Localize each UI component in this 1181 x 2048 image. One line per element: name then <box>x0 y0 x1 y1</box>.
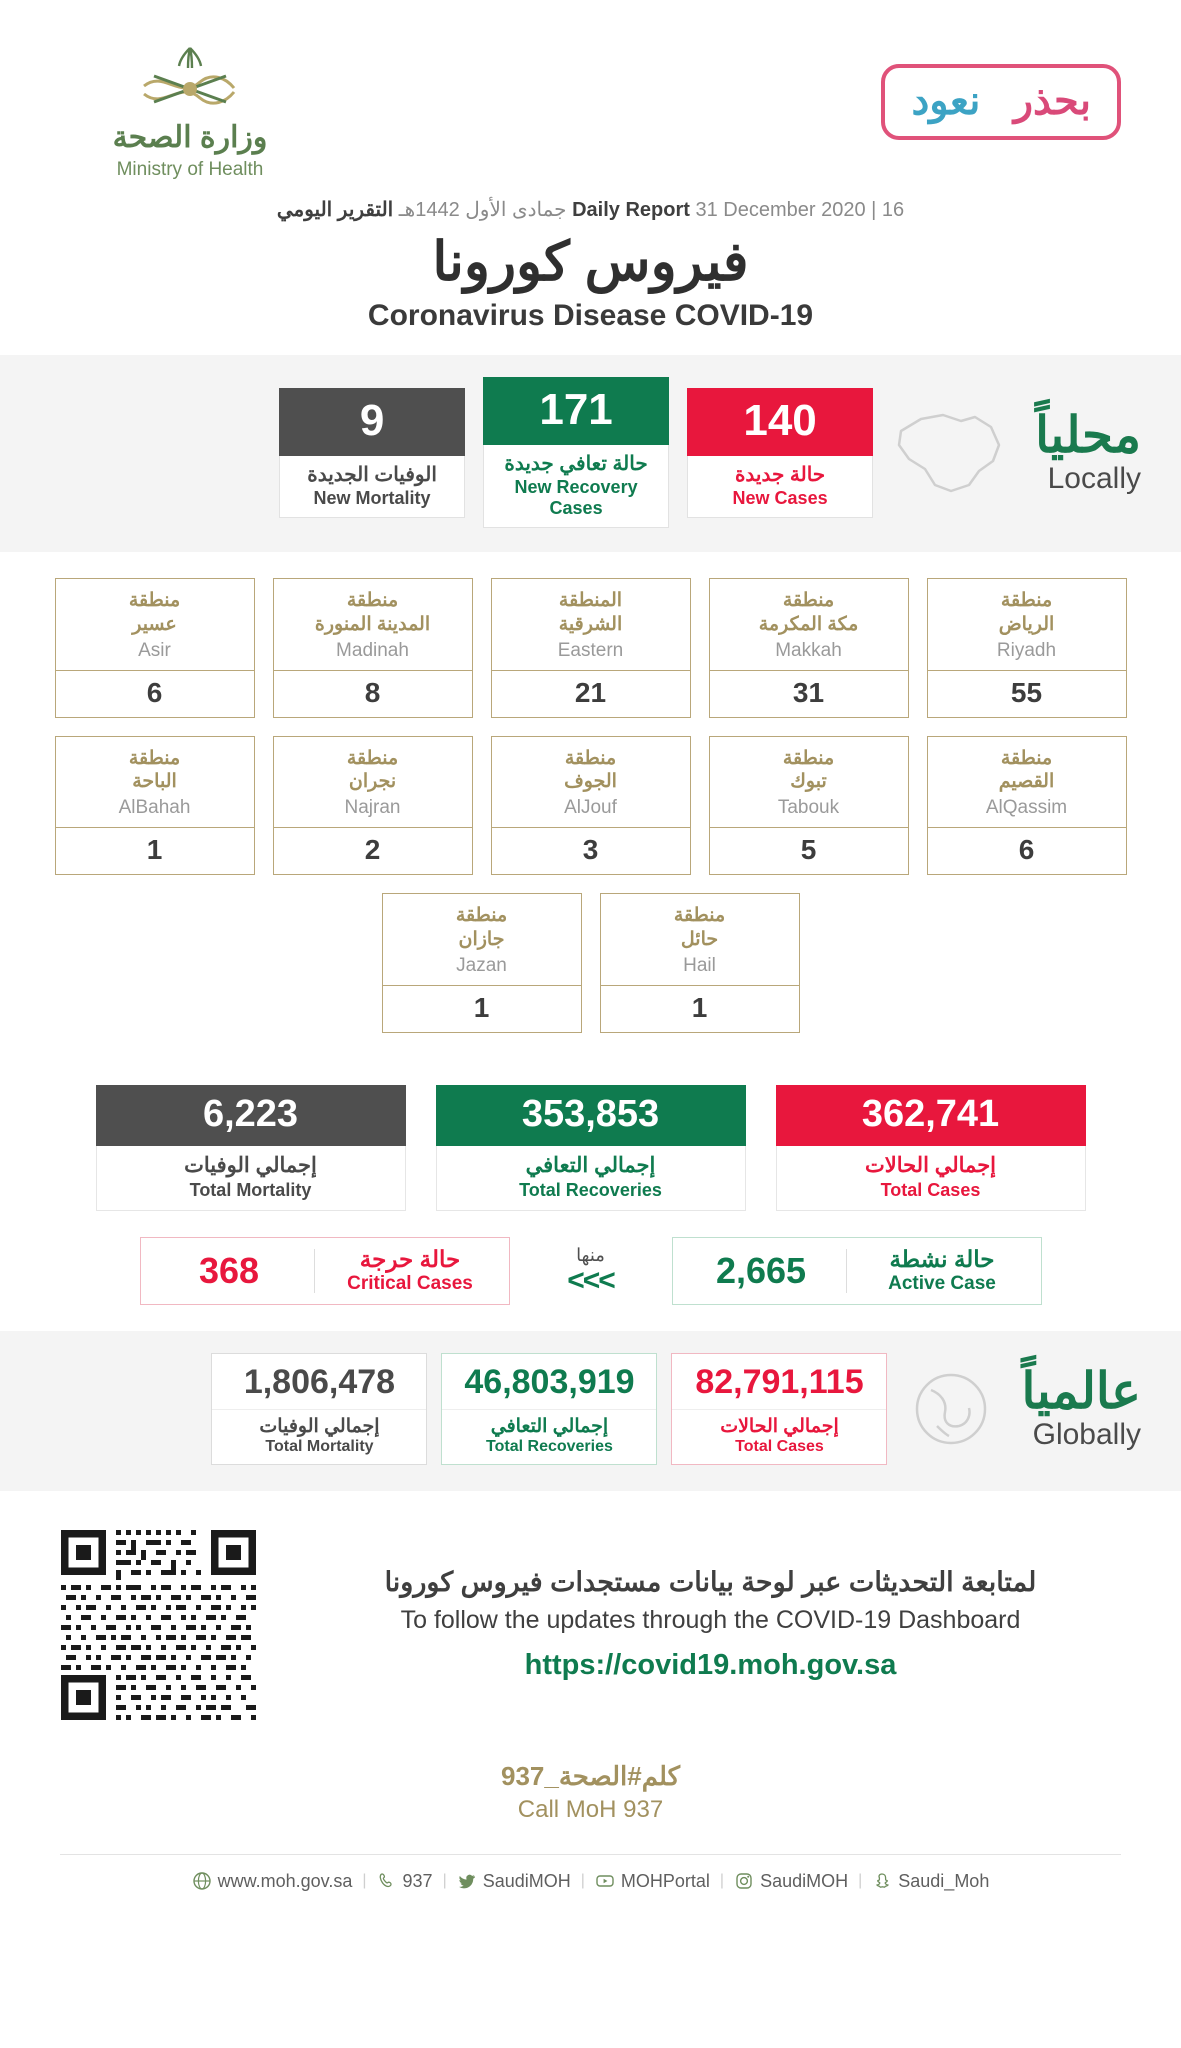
footer-snapchat-label: Saudi_Moh <box>898 1870 990 1891</box>
region-ar-name: الجوف <box>564 771 617 793</box>
region-ar-name: المدينة المنورة <box>314 613 431 635</box>
critical-cases-label-ar: حالة حرجة <box>359 1246 461 1272</box>
moh-logo-english: Ministry of Health <box>116 159 264 180</box>
global-total-mortality-value: 1,806,478 <box>243 1362 396 1401</box>
region-card <box>600 893 800 1033</box>
region-ar-prefix: منطقة <box>128 590 181 611</box>
new-mortality-card <box>279 388 465 518</box>
region-ar-prefix: منطقة <box>455 905 508 926</box>
total-mortality-card <box>96 1085 406 1211</box>
footer-divider: | <box>580 1872 585 1889</box>
report-date-line <box>0 191 1181 224</box>
region-card <box>927 736 1127 876</box>
region-card <box>491 736 691 876</box>
left-arrows-icon: <<< <box>567 1264 614 1297</box>
new-mortality-value: 9 <box>279 388 465 456</box>
region-value: 1 <box>601 985 799 1032</box>
region-card <box>55 736 255 876</box>
of-which-label-ar: منها <box>576 1245 605 1265</box>
region-ar-name: مكة المكرمة <box>758 613 859 635</box>
regions-grid <box>0 552 1181 1059</box>
region-ar-prefix: منطقة <box>1000 747 1053 769</box>
regions-row-2 <box>40 736 1141 876</box>
saudi-arabia-map-icon <box>891 405 1011 501</box>
local-totals-row <box>0 1059 1181 1221</box>
region-en-name: AlBahah <box>118 797 191 818</box>
page-header <box>0 0 1181 191</box>
new-recovery-label-en: New Recovery Cases <box>514 477 638 518</box>
global-total-recoveries-label-en: Total Recoveries <box>486 1437 613 1455</box>
region-en-name: Jazan <box>456 954 507 976</box>
global-total-recoveries-card <box>441 1353 657 1465</box>
region-ar-prefix: منطقة <box>128 747 181 769</box>
region-en-name: Tabouk <box>777 797 840 818</box>
instagram-icon <box>734 1871 754 1891</box>
region-en-name: Eastern <box>557 639 624 661</box>
region-value: 5 <box>710 827 908 874</box>
locally-heading-ar: محلياً <box>1035 406 1141 463</box>
footer-divider: | <box>858 1872 863 1889</box>
global-total-cases-label-en: Total Cases <box>735 1437 824 1455</box>
campaign-word-2: بحذر <box>1013 79 1091 123</box>
footer-divider: | <box>719 1872 725 1889</box>
region-value: 8 <box>274 670 472 717</box>
global-total-mortality-label-ar: إجمالي الوفيات <box>259 1415 380 1437</box>
of-which-indicator <box>536 1245 646 1296</box>
total-mortality-label-en: Total Mortality <box>189 1179 312 1200</box>
global-total-recoveries-label-ar: إجمالي التعافي <box>490 1415 609 1437</box>
new-mortality-label-en: New Mortality <box>313 487 431 508</box>
campaign-word-1: نعود <box>911 79 981 123</box>
footer-twitter[interactable] <box>457 1871 571 1892</box>
critical-active-row <box>0 1221 1181 1331</box>
critical-cases-value: 368 <box>198 1249 260 1291</box>
region-en-name: Madinah <box>336 639 409 661</box>
moh-logo-arabic: وزارة الصحة <box>112 121 268 154</box>
footer-website[interactable] <box>192 1871 353 1892</box>
global-total-cases-card <box>671 1353 887 1465</box>
dashboard-url-link[interactable]: https://covid19.moh.gov.sa <box>524 1649 897 1681</box>
footer-website-label: www.moh.gov.sa <box>217 1870 353 1891</box>
dashboard-text-ar: لمتابعة التحديثات عبر لوحة بيانات مستجدات فيروس كورونا <box>384 1567 1037 1597</box>
globally-heading-ar: عالمياً <box>1021 1362 1141 1419</box>
region-ar-prefix: منطقة <box>1000 590 1053 611</box>
region-value: 55 <box>928 670 1126 717</box>
moh-emblem-icon <box>60 42 320 116</box>
footer-instagram[interactable] <box>734 1871 848 1892</box>
youtube-icon <box>595 1871 615 1891</box>
global-total-cases-value: 82,791,115 <box>695 1362 864 1401</box>
footer-phone-label: 937 <box>402 1870 433 1891</box>
campaign-badge <box>881 64 1121 140</box>
globe-icon <box>901 1364 1001 1454</box>
report-type-en: Daily Report <box>572 199 690 221</box>
new-recovery-card <box>483 377 669 528</box>
globally-heading <box>1021 1362 1141 1452</box>
footer-twitter-label: SaudiMOH <box>482 1870 571 1891</box>
twitter-icon <box>457 1871 477 1891</box>
region-ar-prefix: منطقة <box>564 747 617 769</box>
call-moh-section <box>0 1745 1181 1834</box>
new-mortality-label-ar: الوفيات الجديدة <box>307 463 437 486</box>
region-en-name: Najran <box>344 797 401 818</box>
total-cases-label-en: Total Cases <box>880 1179 981 1200</box>
region-value: 6 <box>56 670 254 717</box>
total-mortality-value: 6,223 <box>96 1085 406 1146</box>
regions-row-1 <box>40 578 1141 718</box>
region-card <box>55 578 255 718</box>
total-recoveries-label-en: Total Recoveries <box>519 1179 662 1200</box>
page-title-arabic: فيروس كورونا <box>432 232 749 292</box>
new-cases-label-ar: حالة جديدة <box>734 463 826 486</box>
globe-icon <box>192 1871 212 1891</box>
locally-heading <box>1035 406 1141 496</box>
dashboard-text <box>296 1567 1125 1682</box>
dashboard-text-en: To follow the updates through the COVID-19 Dashboard <box>400 1606 1021 1634</box>
globally-heading-en: Globally <box>1032 1417 1141 1451</box>
campaign-label <box>911 78 1091 124</box>
region-ar-name: الشرقية <box>558 613 623 635</box>
active-cases-label-en: Active Case <box>888 1273 996 1294</box>
region-value: 6 <box>928 827 1126 874</box>
region-value: 1 <box>56 827 254 874</box>
report-date-separator: | <box>871 199 877 221</box>
call-moh-en: Call MoH 937 <box>517 1795 664 1823</box>
region-en-name: Riyadh <box>996 639 1057 661</box>
region-en-name: Hail <box>683 954 716 976</box>
page-title-english: Coronavirus Disease COVID-19 <box>367 299 814 332</box>
snapchat-icon <box>872 1871 892 1891</box>
region-ar-name: نجران <box>348 771 397 793</box>
region-ar-prefix: منطقة <box>346 590 399 611</box>
region-ar-name: الرياض <box>998 613 1055 635</box>
region-ar-name: عسير <box>132 613 177 635</box>
new-cases-value: 140 <box>687 388 873 456</box>
footer-instagram-label: SaudiMOH <box>760 1870 849 1891</box>
footer-youtube-label: MOHPortal <box>620 1870 710 1891</box>
region-card <box>709 736 909 876</box>
region-ar-prefix: منطقة <box>673 905 726 926</box>
active-cases-label-ar: حالة نشطة <box>889 1246 995 1272</box>
footer-social-bar <box>60 1854 1121 1918</box>
region-value: 2 <box>274 827 472 874</box>
new-cases-card <box>687 388 873 518</box>
region-card <box>927 578 1127 718</box>
new-cases-label-en: New Cases <box>732 487 828 508</box>
report-type-ar: التقرير اليومي <box>276 199 394 221</box>
critical-cases-label-en: Critical Cases <box>347 1273 473 1294</box>
region-ar-prefix: منطقة <box>782 590 835 611</box>
region-card <box>491 578 691 718</box>
region-value: 1 <box>383 985 581 1032</box>
total-recoveries-label-ar: إجمالي التعافي <box>525 1153 656 1177</box>
footer-phone[interactable] <box>377 1871 433 1892</box>
active-cases-value: 2,665 <box>715 1249 807 1291</box>
region-en-name: AlJouf <box>564 797 617 818</box>
regions-row-3 <box>40 893 1141 1033</box>
phone-icon <box>377 1871 397 1891</box>
report-date-ar: 16 جمادى الأول 1442هـ <box>398 199 905 221</box>
region-en-name: AlQassim <box>985 797 1068 818</box>
global-total-cases-label-ar: إجمالي الحالات <box>720 1415 839 1437</box>
total-cases-label-ar: إجمالي الحالات <box>864 1153 997 1177</box>
region-en-name: Makkah <box>775 639 842 661</box>
region-ar-name: القصيم <box>998 771 1055 793</box>
global-total-mortality-label-en: Total Mortality <box>265 1437 374 1455</box>
region-value: 31 <box>710 670 908 717</box>
region-card <box>273 736 473 876</box>
footer-divider: | <box>362 1872 367 1889</box>
locally-section <box>0 355 1181 552</box>
total-recoveries-card <box>436 1085 746 1211</box>
ministry-of-health-logo <box>60 42 320 181</box>
region-card <box>382 893 582 1033</box>
qr-code[interactable] <box>56 1525 266 1725</box>
region-ar-name: حائل <box>680 928 719 950</box>
region-card <box>273 578 473 718</box>
region-value: 21 <box>492 670 690 717</box>
new-recovery-label-ar: حالة تعافي جديدة <box>504 453 648 475</box>
region-card <box>709 578 909 718</box>
dashboard-section <box>0 1491 1181 1745</box>
globally-section <box>0 1331 1181 1491</box>
global-total-mortality-card <box>211 1353 427 1465</box>
total-cases-card <box>776 1085 1086 1211</box>
call-moh-ar: كلم#الصحة_937 <box>500 1760 680 1791</box>
footer-youtube[interactable] <box>595 1871 710 1892</box>
region-value: 3 <box>492 827 690 874</box>
critical-cases-card <box>140 1237 510 1305</box>
total-mortality-label-ar: إجمالي الوفيات <box>184 1153 317 1177</box>
region-ar-name: تبوك <box>790 771 827 793</box>
active-cases-card <box>672 1237 1042 1305</box>
region-ar-name: جازان <box>458 928 505 950</box>
region-ar-name: الباحة <box>132 771 177 793</box>
new-recovery-value: 171 <box>483 377 669 445</box>
global-total-recoveries-value: 46,803,919 <box>464 1362 635 1401</box>
region-ar-prefix: منطقة <box>782 747 835 769</box>
footer-snapchat[interactable] <box>872 1871 989 1892</box>
total-recoveries-value: 353,853 <box>436 1085 746 1146</box>
total-cases-value: 362,741 <box>776 1085 1086 1146</box>
region-ar-prefix: منطقة <box>346 747 399 769</box>
region-ar-prefix: المنطقة <box>558 590 623 611</box>
report-date-en: 31 December 2020 <box>695 199 866 221</box>
footer-divider: | <box>442 1872 447 1889</box>
region-en-name: Asir <box>138 639 171 661</box>
locally-heading-en: Locally <box>1047 461 1141 495</box>
